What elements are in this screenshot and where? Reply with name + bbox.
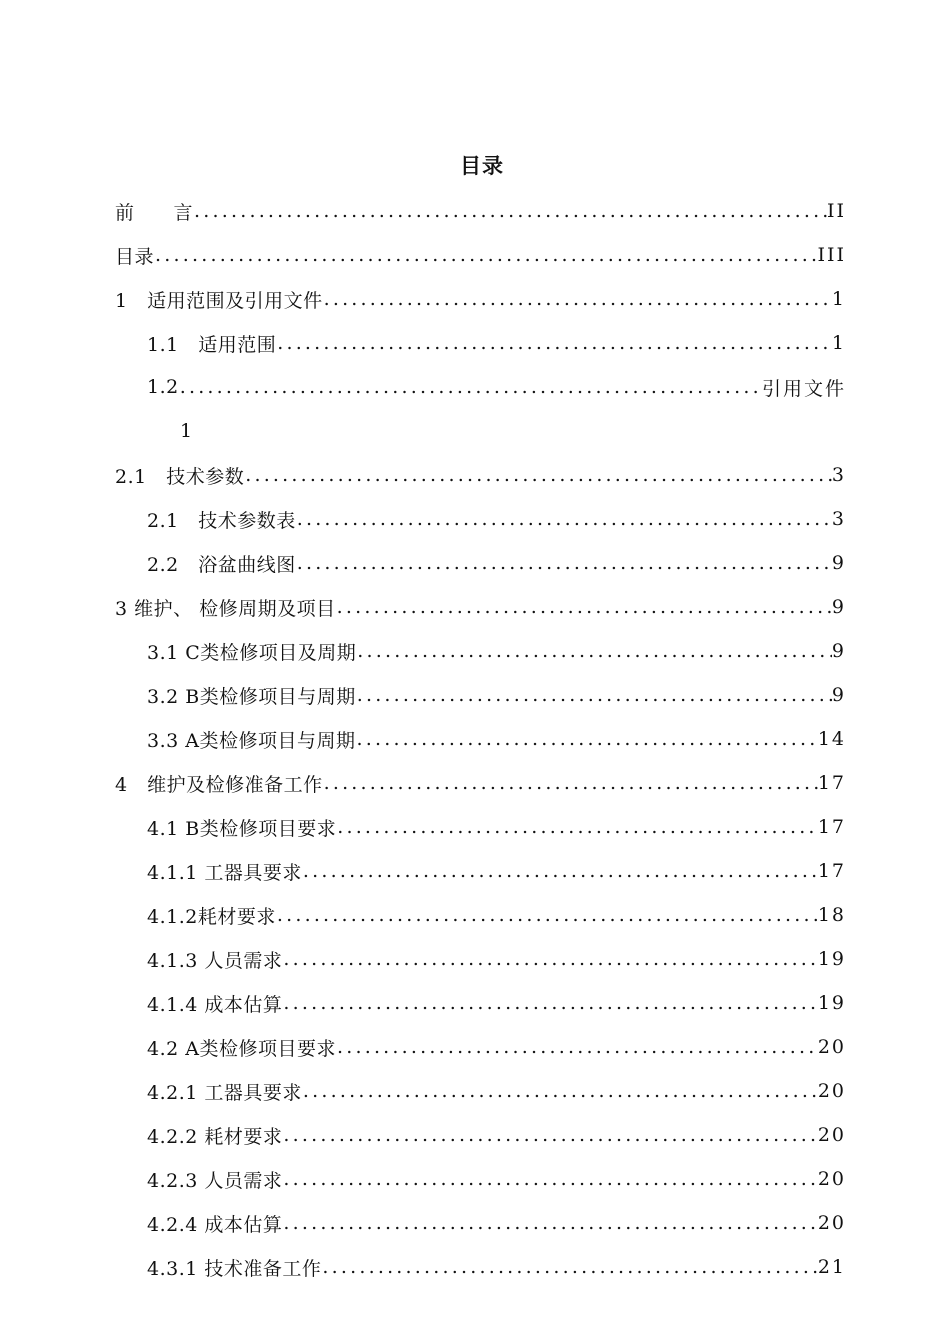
toc-dot-leader (154, 244, 817, 266)
toc-entry-label: 4.1.1 工器具要求 (147, 861, 302, 884)
toc-entry-page: 17 (817, 860, 846, 882)
toc-entry-label: 4.2 A类检修项目要求 (147, 1037, 336, 1060)
toc-entry-page: 18 (817, 904, 846, 926)
toc-entry-4-1-4[interactable] (147, 981, 846, 1025)
toc-dot-leader (356, 684, 832, 706)
toc-entry-page: 9 (831, 640, 846, 662)
toc-wrapped-page-number: 1 (180, 420, 193, 442)
toc-dot-leader (193, 200, 827, 222)
toc-entry-label: 目录 (115, 245, 155, 268)
toc-entry-1-1[interactable] (147, 321, 846, 365)
toc-dot-leader (244, 464, 832, 486)
toc-title: 目录 (460, 153, 504, 178)
toc-dot-leader (355, 728, 817, 750)
toc-entry-label: 4.2.4 成本估算 (147, 1213, 283, 1236)
toc-entry-page: 17 (817, 772, 846, 794)
toc-entry-4-2-4[interactable] (147, 1201, 846, 1245)
toc-entry-page: 引用文件 (761, 377, 846, 400)
toc-dot-leader (321, 1256, 817, 1278)
toc-entry-3-3[interactable] (147, 717, 846, 761)
toc-entry-4-2-3[interactable] (147, 1157, 846, 1201)
toc-entry-label: 1 适用范围及引用文件 (115, 289, 323, 312)
toc-entry-label: 4.2.2 耗材要求 (147, 1125, 283, 1148)
toc-entry-page: 3 (831, 464, 846, 486)
toc-entry-label: 2.1 技术参数 (115, 465, 245, 488)
toc-entry-page: 14 (817, 728, 846, 750)
toc-entry-4[interactable] (115, 761, 846, 805)
toc-entry-label: 4.1 B类检修项目要求 (147, 817, 337, 840)
toc-entry-4-1-2[interactable] (147, 893, 846, 937)
toc-entry-page: III (817, 244, 846, 266)
toc-entry-label: 2.2 浴盆曲线图 (147, 553, 296, 576)
toc-dot-leader (296, 552, 832, 574)
toc-entry-4-3-1[interactable] (147, 1245, 846, 1289)
toc-entry-4-2[interactable] (147, 1025, 846, 1069)
toc-dot-leader (356, 640, 832, 662)
toc-entry-page: 9 (831, 684, 846, 706)
toc-dot-leader (276, 904, 818, 926)
toc-dot-leader (296, 508, 832, 530)
toc-entry-2-1[interactable] (115, 453, 846, 497)
toc-entry-page: 17 (817, 816, 846, 838)
toc-entry-label: 4 维护及检修准备工作 (115, 773, 323, 796)
toc-dot-leader (336, 1036, 818, 1058)
toc-entry-label: 4.2.3 人员需求 (147, 1169, 283, 1192)
toc-entry-contents[interactable] (115, 233, 846, 277)
toc-entry-page: 9 (831, 552, 846, 574)
toc-dot-leader (276, 332, 832, 354)
toc-entry-label: 4.1.4 成本估算 (147, 993, 283, 1016)
toc-entry-label: 4.3.1 技术准备工作 (147, 1257, 322, 1280)
toc-dot-leader (302, 1080, 818, 1102)
toc-entry-4-1-3[interactable] (147, 937, 846, 981)
toc-entry-4-1[interactable] (147, 805, 846, 849)
toc-dot-leader (336, 596, 832, 618)
toc-dot-leader (323, 288, 832, 310)
toc-dot-leader (302, 860, 818, 882)
toc-entry-4-1-1[interactable] (147, 849, 846, 893)
toc-entry-label: 4.2.1 工器具要求 (147, 1081, 302, 1104)
toc-entry-preface[interactable] (115, 189, 846, 233)
toc-dot-leader (282, 992, 817, 1014)
toc-entry-2-2[interactable] (147, 541, 846, 585)
toc-dot-leader (323, 772, 818, 794)
toc-dot-leader (336, 816, 818, 838)
toc-entry-page: 20 (817, 1036, 846, 1058)
toc-entry-page: 20 (817, 1168, 846, 1190)
toc-entry-1[interactable] (115, 277, 846, 321)
toc-entry-page: 21 (817, 1256, 846, 1278)
toc-entry-page: 9 (831, 596, 846, 618)
toc-entry-label: 1.2 (147, 376, 179, 398)
toc-entry-page: 20 (817, 1212, 846, 1234)
toc-dot-leader (282, 1124, 817, 1146)
toc-dot-leader (282, 948, 817, 970)
toc-entry-page: II (826, 200, 846, 222)
toc-entry-label: 前 言 (115, 201, 194, 224)
toc-entry-3[interactable] (115, 585, 846, 629)
toc-entry-label: 3.2 B类检修项目与周期 (147, 685, 356, 708)
toc-entry-label: 4.1.3 人员需求 (147, 949, 283, 972)
toc-entry-page: 19 (817, 948, 846, 970)
toc-entry-page: 20 (817, 1124, 846, 1146)
toc-entry-4-2-1[interactable] (147, 1069, 846, 1113)
toc-entry-page: 20 (817, 1080, 846, 1102)
toc-entry-label: 1.1 适用范围 (147, 333, 277, 356)
toc-entry-page: 3 (831, 508, 846, 530)
toc-dot-leader (282, 1212, 817, 1234)
toc-entry-label: 3 维护、 检修周期及项目 (115, 597, 336, 620)
toc-entry-label: 4.1.2耗材要求 (147, 905, 276, 928)
toc-entry-2-1-table[interactable] (147, 497, 846, 541)
toc-entry-page: 1 (831, 332, 846, 354)
toc-entry-page: 1 (831, 288, 846, 310)
toc-dot-leader (179, 376, 762, 398)
toc-entry-page: 19 (817, 992, 846, 1014)
toc-dot-leader (282, 1168, 817, 1190)
toc-entry-label: 3.1 C类检修项目及周期 (147, 641, 357, 664)
toc-entry-4-2-2[interactable] (147, 1113, 846, 1157)
toc-entry-label: 3.3 A类检修项目与周期 (147, 729, 356, 752)
toc-entry-1-2[interactable] (147, 365, 846, 409)
toc-entry-3-2[interactable] (147, 673, 846, 717)
toc-entry-3-1[interactable] (147, 629, 846, 673)
toc-entry-label: 2.1 技术参数表 (147, 509, 296, 532)
